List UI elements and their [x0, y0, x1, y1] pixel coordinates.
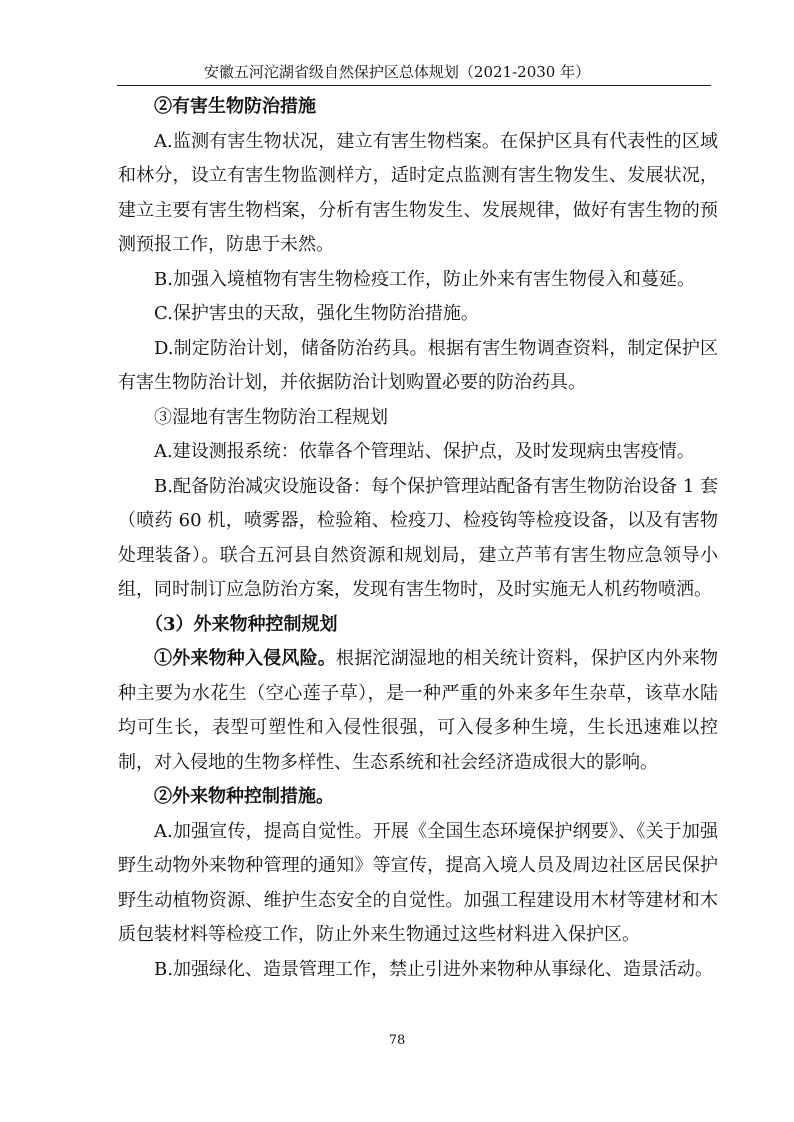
paragraph-invasion-risk	[118, 642, 718, 780]
heading-alien-species-plan: （3）外来物种控制规划	[145, 613, 338, 635]
heading-wetland-pest-plan: ③湿地有害生物防治工程规划	[154, 406, 388, 428]
paragraph: A.监测有害生物状况，建立有害生物档案。在保护区具有代表性的区域和林分，设立有害生物监测样方，适时定点监测有害生物发生、发展状况，建立主要有害生物档案，分析有害生物发生、发展规律，做好有害生物的预测预报工作，防患于未然。	[118, 130, 718, 255]
paragraph: A.建设测报系统：依靠各个管理站、保护点，及时发现病虫害疫情。	[154, 441, 695, 462]
paragraph: B.加强绿化、造景管理工作，禁止引进外来物种从事绿化、造景活动。	[154, 958, 713, 980]
paragraph: D.制定防治计划，储备防治药具。根据有害生物调查资料，制定保护区有害生物防治计划，并依据防治计划购置必要的防治药具。	[118, 337, 718, 393]
header-rule	[117, 85, 711, 86]
paragraph: C.保护害虫的天敌，强化生物防治措施。	[154, 303, 479, 324]
paragraph: B.配备防治减灾设施设备：每个保护管理站配备有害生物防治设备 1 套（喷药 60 机，喷雾器，检验箱、检疫刀、检疫钩等检疫设备，以及有害物处理装备）。联合五河县自然资源和规划局，建立芦苇有害生物应急领导小组，同时制订应急防治方案，发现有害生物时，及时实施无人机药物喷洒。	[118, 475, 718, 600]
body-content	[118, 90, 718, 987]
lead-invasion-risk: ①外来物种入侵风险。	[154, 648, 336, 669]
text-invasion-risk: 根据沱湖湿地的相关统计资料，保护区内外来物种主要为水花生（空心莲子草），是一种严重的外来多年生杂草，该草水陆均可生长，表型可塑性和入侵性很强，可入侵多种生境，生长迅速难以控制，对入侵地的生物多样性、生态系统和社会经济造成很大的影响。	[118, 648, 718, 773]
paragraph: B.加强入境植物有害生物检疫工作，防止外来有害生物侵入和蔓延。	[154, 268, 695, 290]
page-number: 78	[388, 1033, 406, 1048]
paragraph: A.加强宣传，提高自觉性。开展《全国生态环境保护纲要》、《关于加强野生动物外来物种管理的通知》等宣传，提高入境人员及周边社区居民保护野生动植物资源、维护生态安全的自觉性。加强工程建设用木材等建材和木质包装材料等检疫工作，防止外来生物通过这些材料进入保护区。	[118, 820, 718, 945]
running-header: 安徽五河沱湖省级自然保护区总体规划（2021-2030 年）	[203, 63, 591, 81]
heading-alien-control-measures: ②外来物种控制措施。	[154, 786, 334, 807]
heading-pest-measures: ②有害生物防治措施	[154, 96, 316, 117]
